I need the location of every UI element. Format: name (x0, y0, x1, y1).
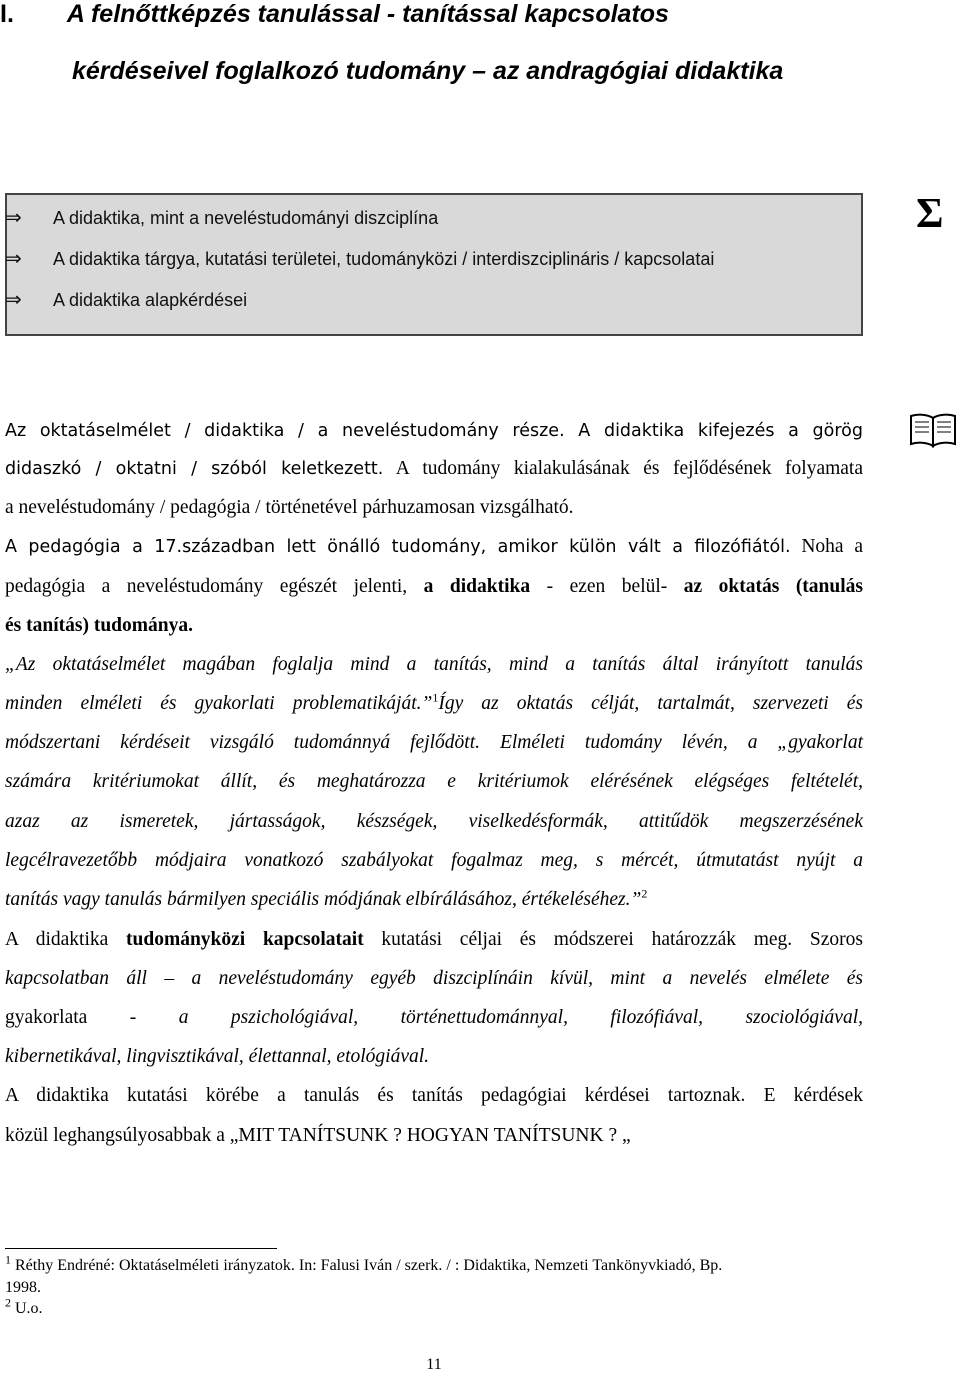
arrow-right-icon: ⇒ (5, 207, 22, 229)
paragraph-line: pedagógia a neveléstudomány egészét jelenti, a didaktika - ezen belül- az oktatás (tanulás (5, 576, 863, 597)
sigma-icon: Σ (916, 191, 944, 237)
paragraph-line: a neveléstudomány / pedagógia / történetével párhuzamosan vizsgálható. (5, 497, 574, 518)
arrow-right-icon: ⇒ (5, 289, 22, 311)
quote-line: számára kritériumokat állít, és meghatározza e kritériumok elérésének elégséges feltételét, (5, 771, 863, 792)
paragraph-line: és tanítás) tudománya. (5, 615, 193, 636)
footnote-separator (5, 1248, 277, 1249)
quote-line: „Az oktatáselmélet magában foglalja mind a tanítás, mind a tanítás által irányított tanulás (5, 654, 863, 675)
chapter-title-text1: A felnőttképzés tanulással - tanítással kapcsolatos (66, 0, 669, 28)
paragraph-line: közül leghangsúlyosabbak a „MIT TANÍTSUNK ? HOGYAN TANÍTSUNK ? „ (5, 1125, 631, 1146)
quote-line: módszertani kérdéseit vizsgáló tudománnyá fejlődött. Elméleti tudomány lévén, a „gyakorlat (5, 732, 863, 753)
paragraph-line: kibernetikával, lingvisztikával, élettannal, etológiával. (5, 1046, 430, 1067)
chapter-title-line1 (0, 0, 669, 29)
summary-item: ⇒ A didaktika, mint a neveléstudományi diszciplína (5, 207, 439, 229)
paragraph-line: A pedagógia a 17.században lett önálló tudomány, amikor külön vált a filozófiától. Noha a (5, 536, 863, 557)
footnote: $^1$ Réthy Endréné: Oktatáselméleti irányzatok. In: Falusi Iván / szerk. / : Didaktika, Nemzeti Tankönyvkiadó, Bp. (5, 1252, 723, 1274)
paragraph-line: didaszkó / oktatni / szóból keletkezett. A tudomány kialakulásának és fejlődésének folyamata (5, 458, 864, 479)
chapter-number: I. (0, 0, 14, 28)
paragraph-line: Az oktatáselmélet / didaktika / a neveléstudomány része. A didaktika kifejezés a görög (5, 421, 863, 441)
quote-line: azaz az ismeretek, jártasságok, készségek, viselkedésformák, attitűdök megszerzésének (5, 811, 863, 832)
paragraph-line: gyakorlata - a pszichológiával, történettudománnyal, filozófiával, szociológiával, (5, 1007, 863, 1028)
quote-line: minden elméleti és gyakorlati problematikáját.”$^1$Így az oktatás célját, tartalmát, szervezeti és (5, 690, 863, 714)
summary-item: ⇒ A didaktika alapkérdései (5, 289, 248, 311)
paragraph-line: A didaktika tudományközi kapcsolatait kutatási céljai és módszerei határozzák meg. Szoros (5, 929, 863, 950)
paragraph-line: kapcsolatban áll – a neveléstudomány egyéb diszciplínáin kívül, mint a nevelés elmélete és (5, 968, 863, 989)
chapter-title-line2: kérdéseivel foglalkozó tudomány – az andragógiai didaktika (72, 57, 784, 85)
arrow-right-icon: ⇒ (5, 248, 22, 270)
open-book-icon (909, 412, 957, 448)
footnote: $^2$ U.o. (5, 1295, 43, 1317)
summary-item: ⇒ A didaktika tárgya, kutatási területei, tudományközi / interdiszciplináris / kapcsolatai (5, 248, 715, 270)
quote-line: legcélravezetőbb módjaira vonatkozó szabályokat fogalmaz meg, s mércét, útmutatást nyújt a (5, 850, 863, 871)
paragraph-line: A didaktika kutatási körébe a tanulás és tanítás pedagógiai kérdései tartoznak. E kérdések (5, 1085, 863, 1106)
page-number: 11 (426, 1356, 442, 1373)
footnote-continuation: 1998. (5, 1279, 41, 1296)
quote-line: tanítás vagy tanulás bármilyen speciális módjának elbírálásához, értékeléséhez.”$^2$ (5, 886, 648, 910)
